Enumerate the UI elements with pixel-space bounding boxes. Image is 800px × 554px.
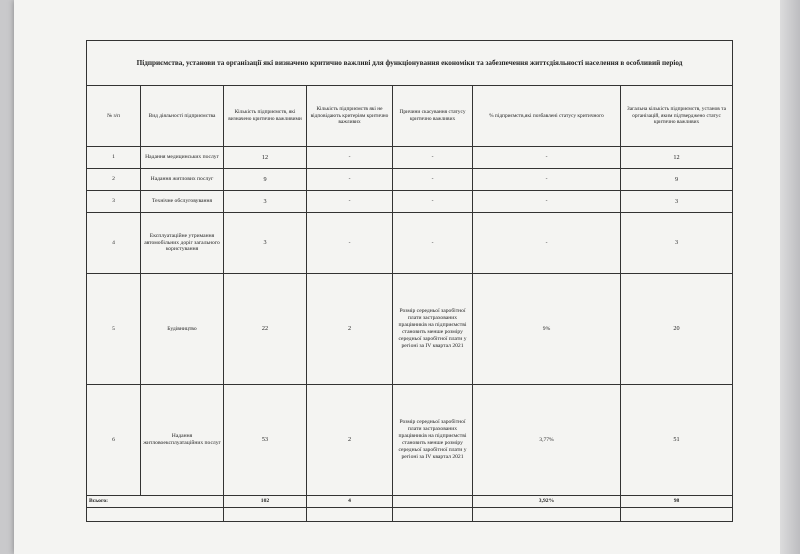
column-header: % підприємств,які позбавлені статусу критичного — [473, 86, 621, 147]
row-defined: 53 — [224, 385, 307, 496]
row-number: 3 — [87, 191, 141, 213]
column-header: Причини скасування статусу критично важливих — [393, 86, 473, 147]
row-not-meeting: 2 — [307, 274, 393, 385]
row-number: 5 — [87, 274, 141, 385]
row-not-meeting: - — [307, 213, 393, 274]
row-not-meeting: 2 — [307, 385, 393, 496]
total-not-meeting: 4 — [307, 496, 393, 508]
row-activity: Експлуатаційне утримання автомобільних доріг загального користування — [141, 213, 224, 274]
row-reasons: - — [393, 191, 473, 213]
column-header: Кількість підприємств, які визначено критично важливими — [224, 86, 307, 147]
table-title: Підприємства, установи та організації які визначено критично важливі для функціонування економіки та забезпечення життєдіяльності населення в особливий період — [87, 41, 733, 86]
row-not-meeting: - — [307, 147, 393, 169]
total-reasons — [393, 496, 473, 508]
row-confirmed: 51 — [621, 385, 733, 496]
row-activity: Надання медицинських послуг — [141, 147, 224, 169]
row-defined: 3 — [224, 213, 307, 274]
row-percent: - — [473, 191, 621, 213]
page-edge — [780, 0, 800, 554]
row-number: 1 — [87, 147, 141, 169]
row-reasons: - — [393, 147, 473, 169]
row-activity: Будівництво — [141, 274, 224, 385]
row-confirmed: 3 — [621, 213, 733, 274]
table-row — [87, 213, 733, 274]
row-defined: 3 — [224, 191, 307, 213]
row-activity: Надання житловоексплуатаційних послуг — [141, 385, 224, 496]
table-row — [87, 169, 733, 191]
row-reasons: - — [393, 213, 473, 274]
row-not-meeting: - — [307, 191, 393, 213]
total-row — [87, 496, 733, 508]
column-header: Кількість підприємств які не відповідають критеріям критично важливих — [307, 86, 393, 147]
row-confirmed: 12 — [621, 147, 733, 169]
table-row — [87, 147, 733, 169]
table-row — [87, 385, 733, 496]
total-confirmed: 98 — [621, 496, 733, 508]
empty-row — [87, 508, 733, 522]
row-reasons: Розмір середньої заробітної плати застрахованих працівників на підприємстві становить менше розміру середньої заробітної плати у регіоні за IV квартал 2021 — [393, 385, 473, 496]
row-percent: 9% — [473, 274, 621, 385]
column-header: № з/п — [87, 86, 141, 147]
row-defined: 22 — [224, 274, 307, 385]
table-row — [87, 274, 733, 385]
row-percent: - — [473, 213, 621, 274]
row-confirmed: 20 — [621, 274, 733, 385]
total-defined: 102 — [224, 496, 307, 508]
row-number: 6 — [87, 385, 141, 496]
row-not-meeting: - — [307, 169, 393, 191]
total-label: Всього: — [87, 496, 224, 508]
critical-enterprises-table — [86, 40, 733, 522]
row-confirmed: 3 — [621, 191, 733, 213]
row-defined: 9 — [224, 169, 307, 191]
table-row — [87, 191, 733, 213]
row-confirmed: 9 — [621, 169, 733, 191]
row-defined: 12 — [224, 147, 307, 169]
row-percent: - — [473, 169, 621, 191]
column-header: Загальна кількість підприємств, установ та організацій, яким підтверджено статус критично важливих — [621, 86, 733, 147]
row-percent: 3,77% — [473, 385, 621, 496]
row-percent: - — [473, 147, 621, 169]
row-activity: Надання житлових послуг — [141, 169, 224, 191]
row-number: 4 — [87, 213, 141, 274]
document-page — [14, 0, 780, 554]
row-activity: Технічне обслуговування — [141, 191, 224, 213]
total-percent: 3,92% — [473, 496, 621, 508]
row-number: 2 — [87, 169, 141, 191]
row-reasons: Розмір середньої заробітної плати застрахованих працівників на підприємстві становить менше розміру середньої заробітної плати у регіоні за IV квартал 2021 — [393, 274, 473, 385]
column-header: Вид діяльності підприємства — [141, 86, 224, 147]
row-reasons: - — [393, 169, 473, 191]
